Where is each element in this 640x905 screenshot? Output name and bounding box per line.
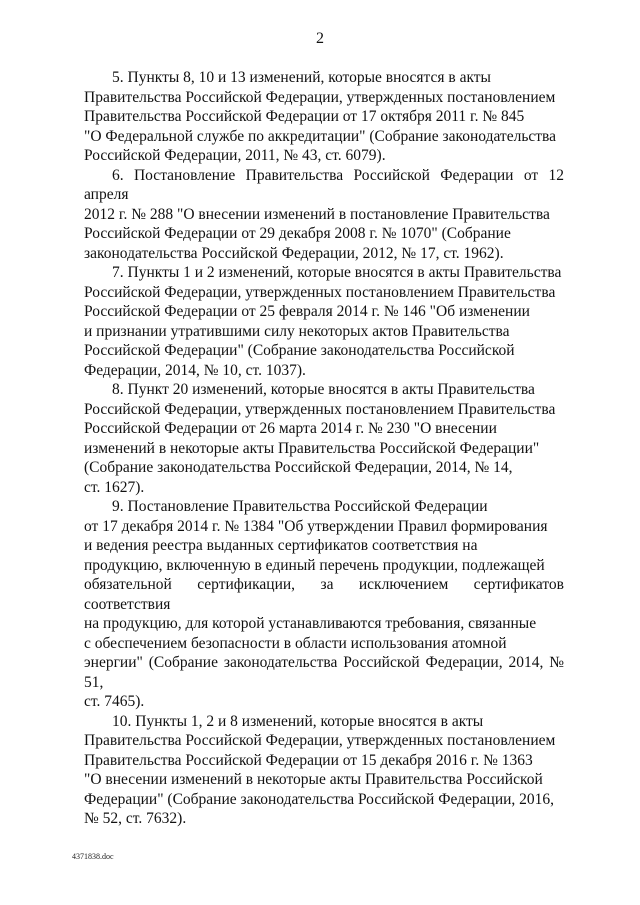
paragraph-7: 7. Пункты 1 и 2 изменений, которые вносятся в акты Правительства Российской Федерации, утвержденных постановлением Правительства Российской Федерации от 25 февраля 2014 г. № 146 "Об изменении и признании утратившими силу некоторых актов Правительства Российской Федерации" (Собрание законодательства Российской Федерации, 2014, № 10, ст. 1037). [84, 264, 562, 379]
document-body [84, 68, 564, 829]
paragraph-5: 5. Пункты 8, 10 и 13 изменений, которые вносятся в акты Правительства Российской Федерации, утвержденных постановлением Правительства Российской Федерации от 17 октября 2011 г. № 845 "О Федеральной службе по аккредитации" (Собрание законодательства Российской Федерации, 2011, № 43, ст. 6079). [84, 69, 557, 164]
page-number: 2 [316, 30, 324, 47]
paragraph-6: 6. Постановление Правительства Российской Федерации от 12 апреля 2012 г. № 288 "О внесении изменений в постановление Правительства Российской Федерации от 29 декабря 2008 г. № 1070" (Собрание законодательства Российской Федерации, 2012, № 17, ст. 1962). [84, 166, 564, 262]
footer-file-name: 4371838.doc [72, 852, 114, 861]
paragraph-10: 10. Пункты 1, 2 и 8 изменений, которые вносятся в акты Правительства Российской Федерации, утвержденных постановлением Правительства Российской Федерации от 15 декабря 2016 г. № 1363 "О внесении изменений в некоторые акты Правительства Российской Федерации" (Собрание законодательства Российской Федерации, 2016, № 52, ст. 7632). [84, 712, 556, 827]
paragraph-9: 9. Постановление Правительства Российской Федерации от 17 декабря 2014 г. № 1384 "Об утверждении Правил формирования и ведения реестра выданных сертификатов соответствия на продукцию, включенную в единый перечень продукции, подлежащей обязательной сертификации, за исключением сертификатов соответствия на продукцию, для которой устанавливаются требования, связанные с обеспечением безопасности в области использования атомной энергии" (Собрание законодательства Российской Федерации, 2014, № 51, ст. 7465). [84, 498, 564, 710]
paragraph-8: 8. Пункт 20 изменений, которые вносятся в акты Правительства Российской Федерации, утвержденных постановлением Правительства Российской Федерации от 26 марта 2014 г. № 230 "О внесении изменений в некоторые акты Правительства Российской Федерации" (Собрание законодательства Российской Федерации, 2014, № 14, ст. 1627). [84, 381, 556, 496]
